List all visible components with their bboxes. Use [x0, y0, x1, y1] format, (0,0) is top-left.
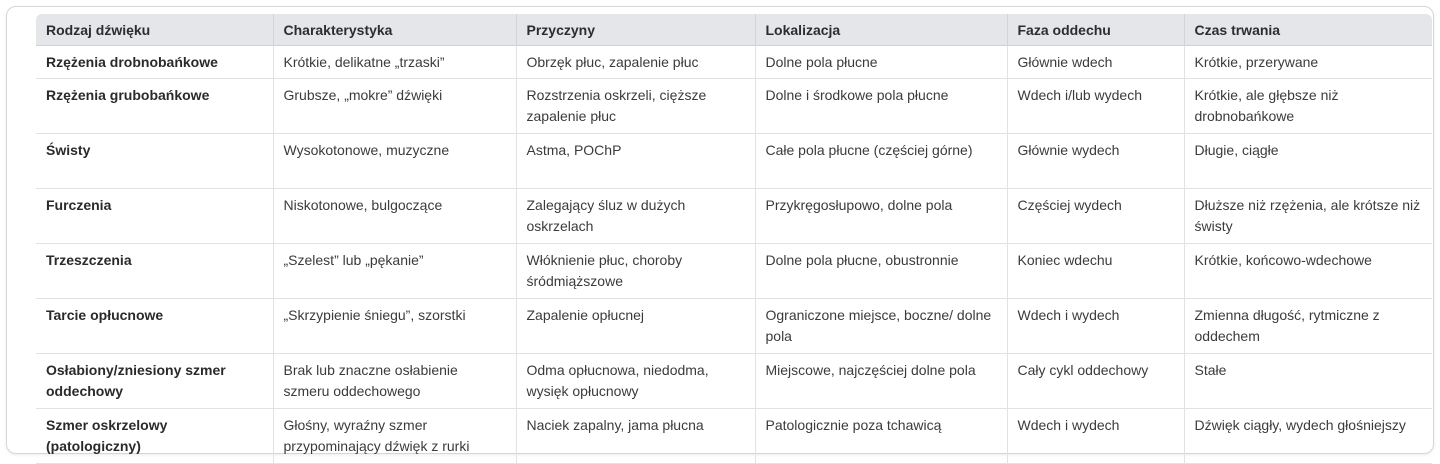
breath-sounds-table	[36, 14, 1432, 464]
cell-characteristics: „Skrzypienie śniegu”, szorstki	[273, 299, 516, 354]
cell-location: Ograniczone miejsce, boczne/ dolne pola	[755, 299, 1007, 354]
table-row	[36, 409, 1432, 464]
cell-characteristics: Głośny, wyraźny szmer przypominający dźwięk z rurki	[273, 409, 516, 464]
cell-causes: Obrzęk płuc, zapalenie płuc	[516, 46, 755, 79]
cell-location: Patologicznie poza tchawicą	[755, 409, 1007, 464]
column-header-location: Lokalizacja	[755, 14, 1007, 46]
cell-causes: Odma opłucnowa, niedodma, wysięk opłucnowy	[516, 354, 755, 409]
cell-causes: Rozstrzenia oskrzeli, cięższe zapalenie płuc	[516, 79, 755, 134]
cell-breath-phase: Częściej wydech	[1007, 189, 1184, 244]
table-row	[36, 354, 1432, 409]
cell-characteristics: Niskotonowe, bulgoczące	[273, 189, 516, 244]
cell-duration: Dźwięk ciągły, wydech głośniejszy	[1184, 409, 1432, 464]
column-header-sound-type: Rodzaj dźwięku	[36, 14, 273, 46]
cell-sound-type: Rzężenia drobnobańkowe	[36, 46, 273, 79]
cell-location: Przykręgosłupowo, dolne pola	[755, 189, 1007, 244]
table-body	[36, 46, 1432, 464]
cell-characteristics: Krótkie, delikatne „trzaski”	[273, 46, 516, 79]
cell-sound-type: Szmer oskrzelowy (patologiczny)	[36, 409, 273, 464]
cell-breath-phase: Wdech i wydech	[1007, 299, 1184, 354]
column-header-causes: Przyczyny	[516, 14, 755, 46]
cell-location: Całe pola płucne (częściej górne)	[755, 134, 1007, 189]
cell-causes: Zalegający śluz w dużych oskrzelach	[516, 189, 755, 244]
cell-breath-phase: Głównie wdech	[1007, 46, 1184, 79]
cell-characteristics: Wysokotonowe, muzyczne	[273, 134, 516, 189]
table-row	[36, 189, 1432, 244]
cell-location: Miejscowe, najczęściej dolne pola	[755, 354, 1007, 409]
cell-breath-phase: Koniec wdechu	[1007, 244, 1184, 299]
table-card	[6, 6, 1434, 454]
cell-causes: Zapalenie opłucnej	[516, 299, 755, 354]
cell-duration: Zmienna długość, rytmiczne z oddechem	[1184, 299, 1432, 354]
cell-sound-type: Trzeszczenia	[36, 244, 273, 299]
table-header	[36, 14, 1432, 46]
cell-breath-phase: Wdech i wydech	[1007, 409, 1184, 464]
cell-sound-type: Świsty	[36, 134, 273, 189]
cell-location: Dolne pola płucne	[755, 46, 1007, 79]
cell-causes: Włóknienie płuc, choroby śródmiąższowe	[516, 244, 755, 299]
table-row	[36, 134, 1432, 189]
cell-sound-type: Tarcie opłucnowe	[36, 299, 273, 354]
cell-breath-phase: Wdech i/lub wydech	[1007, 79, 1184, 134]
table-row	[36, 46, 1432, 79]
cell-duration: Dłuższe niż rzężenia, ale krótsze niż świsty	[1184, 189, 1432, 244]
column-header-characteristics: Charakterystyka	[273, 14, 516, 46]
header-row	[36, 14, 1432, 46]
cell-duration: Długie, ciągłe	[1184, 134, 1432, 189]
cell-location: Dolne i środkowe pola płucne	[755, 79, 1007, 134]
cell-duration: Krótkie, ale głębsze niż drobnobańkowe	[1184, 79, 1432, 134]
cell-causes: Naciek zapalny, jama płucna	[516, 409, 755, 464]
cell-duration: Krótkie, końcowo-wdechowe	[1184, 244, 1432, 299]
cell-duration: Krótkie, przerywane	[1184, 46, 1432, 79]
column-header-duration: Czas trwania	[1184, 14, 1432, 46]
cell-characteristics: Brak lub znaczne osłabienie szmeru oddechowego	[273, 354, 516, 409]
table-row	[36, 244, 1432, 299]
cell-sound-type: Rzężenia grubobańkowe	[36, 79, 273, 134]
table-row	[36, 79, 1432, 134]
table-row	[36, 299, 1432, 354]
cell-breath-phase: Głównie wydech	[1007, 134, 1184, 189]
cell-breath-phase: Cały cykl oddechowy	[1007, 354, 1184, 409]
cell-sound-type: Furczenia	[36, 189, 273, 244]
cell-duration: Stałe	[1184, 354, 1432, 409]
cell-characteristics: „Szelest” lub „pękanie”	[273, 244, 516, 299]
column-header-breath-phase: Faza oddechu	[1007, 14, 1184, 46]
cell-sound-type: Osłabiony/zniesiony szmer oddechowy	[36, 354, 273, 409]
cell-causes: Astma, POChP	[516, 134, 755, 189]
cell-location: Dolne pola płucne, obustronnie	[755, 244, 1007, 299]
cell-characteristics: Grubsze, „mokre” dźwięki	[273, 79, 516, 134]
